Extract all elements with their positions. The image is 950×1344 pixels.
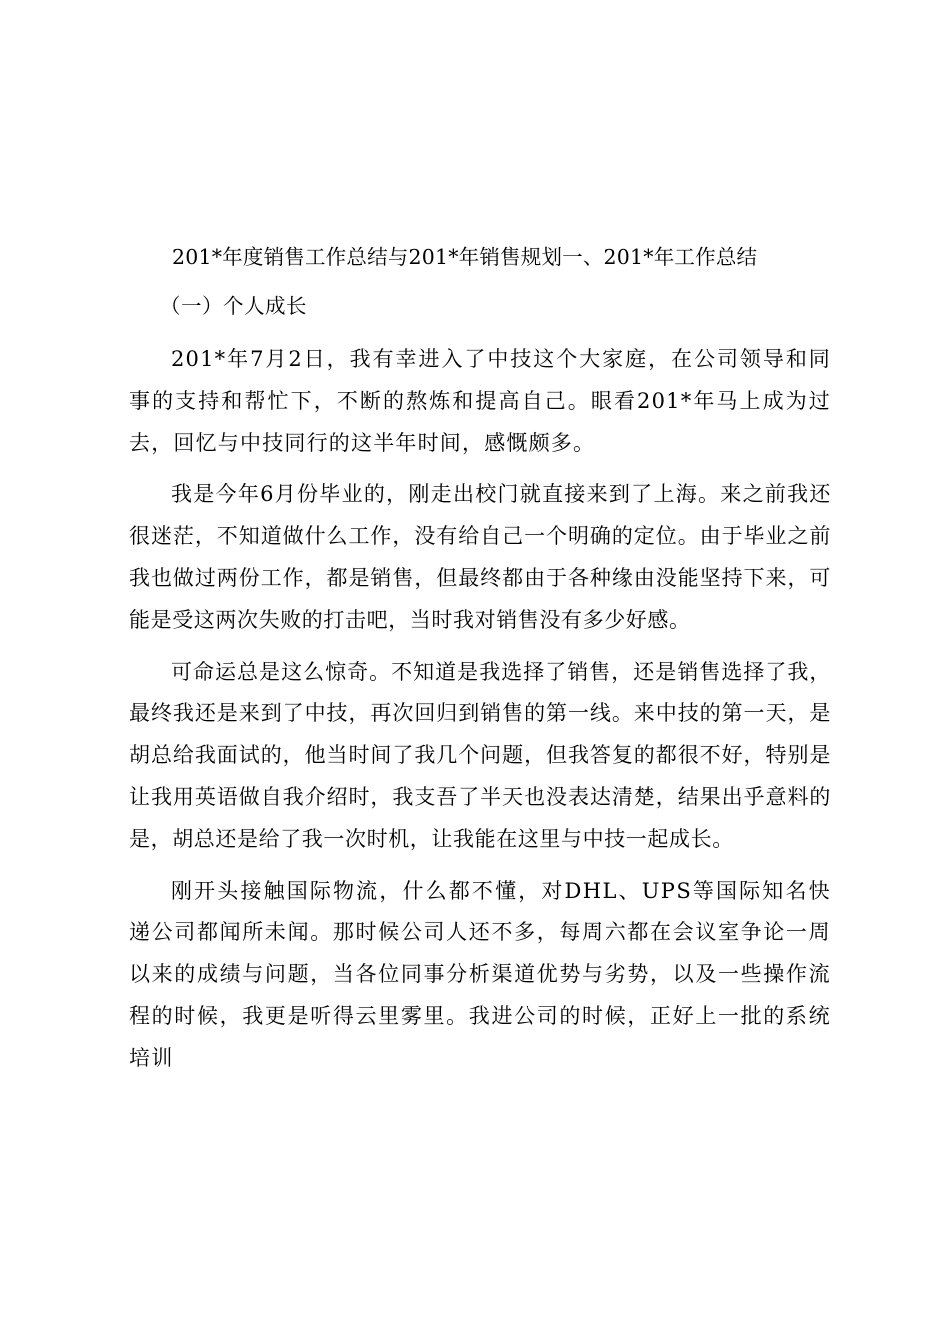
paragraph: 我是今年6月份毕业的，刚走出校门就直接来到了上海。来之前我还很迷茫，不知道做什么工作，没有给自己一个明确的定位。由于毕业之前我也做过两份工作，都是销售，但最终都由于各种缘由没能坚持下来，可能是受这两次失败的打击吧，当时我对销售没有多少好感。 xyxy=(129,482,831,632)
paragraph: 可命运总是这么惊奇。不知道是我选择了销售，还是销售选择了我，最终我还是来到了中技，再次回归到销售的第一线。来中技的第一天，是胡总给我面试的，他当时间了我几个问题，但我答复的都很不好，特别是让我用英语做自我介绍时，我支吾了半天也没表达清楚，结果出乎意料的是，胡总还是给了我一次时机，让我能在这里与中技一起成长。 xyxy=(129,659,831,851)
document-title: 201*年度销售工作总结与201*年销售规划一、201*年工作总结 xyxy=(172,245,758,269)
paragraph: 刚开头接触国际物流，什么都不懂，对DHL、UPS等国际知名快递公司都闻所未闻。那时候公司人还不多，每周六都在会议室争论一周以来的成绩与问题，当各位同事分析渠道优势与劣势，以及一些操作流程的时候，我更是听得云里雾里。我进公司的时候，正好上一批的系统培训 xyxy=(129,878,831,1070)
section-heading: （一）个人成长 xyxy=(160,294,307,318)
document-body xyxy=(129,339,831,1090)
paragraph: 201*年7月2日，我有幸进入了中技这个大家庭，在公司领导和同事的支持和帮忙下，不断的熬炼和提高自己。眼看201*年马上成为过去，回忆与中技同行的这半年时间，感慨颇多。 xyxy=(129,347,831,455)
